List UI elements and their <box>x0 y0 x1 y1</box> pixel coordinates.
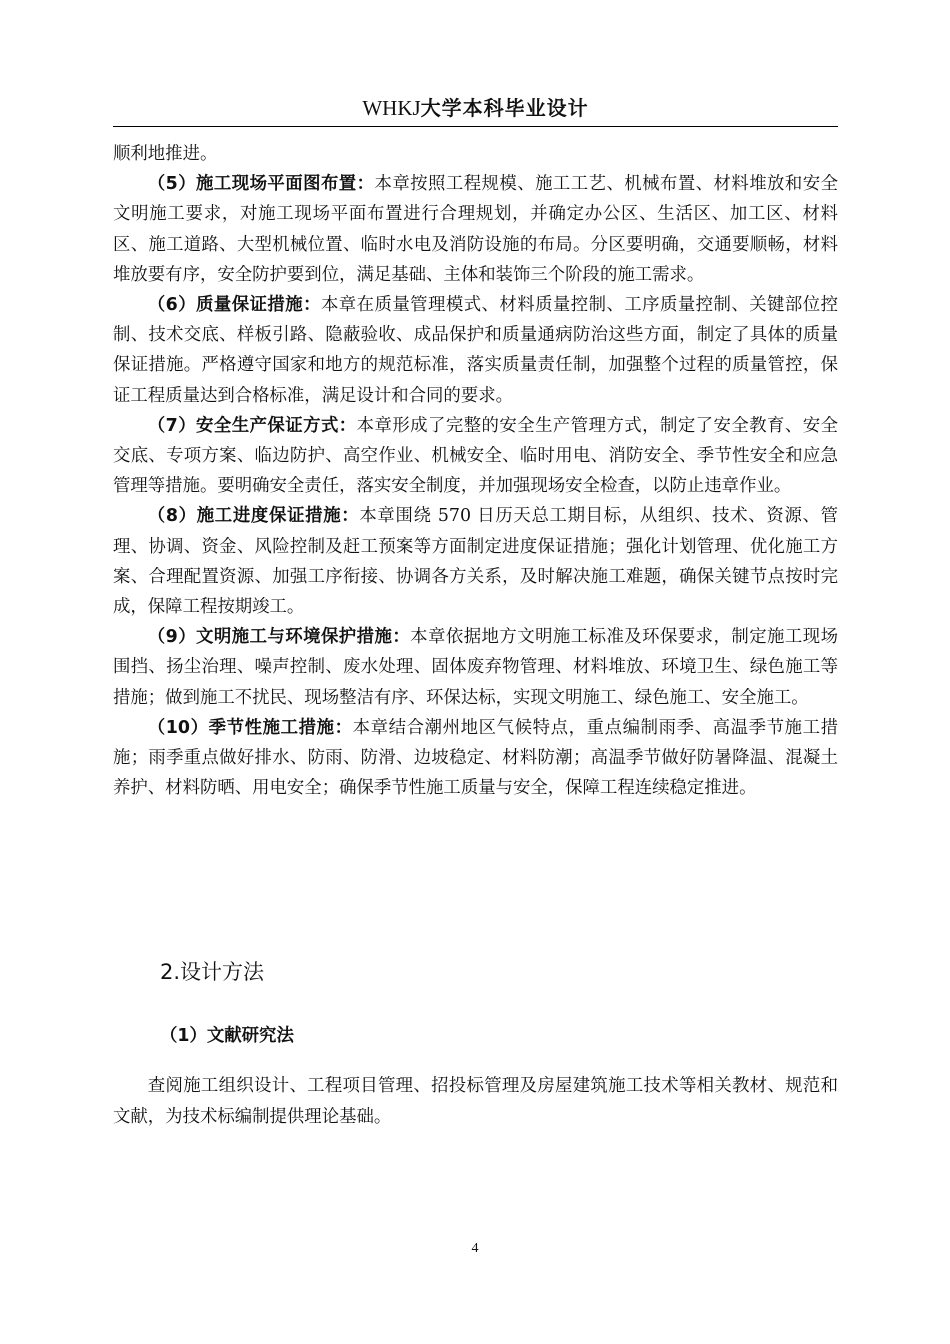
item-label: （10）季节性施工措施： <box>147 717 353 738</box>
item-text: 本章围绕 570 日历天总工期目标，从组织、技术、资源、管理、协调、资金、风险控制及赶工预案等方面制定进度保证措施；强化计划管理、优化施工方案、合理配置资源、加强工序衔接、协调各方关系，及时解决施工难题，确保关键节点按时完成，保障工程按期竣工。 <box>113 506 838 618</box>
item-label: （7）安全生产保证方式： <box>147 415 357 436</box>
item-text: 本章依据地方文明施工标准及环保要求，制定施工现场围挡、扬尘治理、噪声控制、废水处理、固体废弃物管理、材料堆放、环境卫生、绿色施工等措施；做到施工不扰民、现场整洁有序、环保达标，实现文明施工、绿色施工、安全施工。 <box>113 627 838 708</box>
item-9 <box>113 622 838 713</box>
subsection-heading: （1）文献研究法 <box>160 1026 294 1046</box>
item-text: 本章结合潮州地区气候特点，重点编制雨季、高温季节施工措施；雨季重点做好排水、防雨、防滑、边坡稳定、材料防潮；高温季节做好防暑降温、混凝土养护、材料防晒、用电安全；确保季节性施工质量与安全，保障工程连续稳定推进。 <box>113 717 838 799</box>
section-heading: 2.设计方法 <box>160 960 265 984</box>
page-number: 4 <box>471 1241 479 1256</box>
item-label: （5）施工现场平面图布置： <box>147 174 375 195</box>
item-10 <box>113 713 838 804</box>
item-label: （8）施工进度保证措施： <box>147 506 360 527</box>
item-text: 本章形成了完整的安全生产管理方式，制定了安全教育、安全交底、专项方案、临边防护、高空作业、机械安全、临时用电、消防安全、季节性安全和应急管理等措施。要明确安全责任，落实安全制度，并加强现场安全检查，以防止违章作业。 <box>113 415 838 497</box>
item-text: 本章在质量管理模式、材料质量控制、工序质量控制、关键部位控制、技术交底、样板引路、隐蔽验收、成品保护和质量通病防治这些方面，制定了具体的质量保证措施。严格遵守国家和地方的规范标准，落实质量责任制，加强整个过程的质量管控，保证工程质量达到合格标准，满足设计和合同的要求。 <box>113 295 838 406</box>
item-7 <box>113 411 838 502</box>
page-header <box>113 92 838 121</box>
continuation-line: 顺利地推进。 <box>113 144 218 164</box>
item-label: （9）文明施工与环境保护措施： <box>147 627 411 648</box>
item-5 <box>113 169 838 290</box>
item-text: 本章按照工程规模、施工工艺、机械布置、材料堆放和安全文明施工要求，对施工现场平面布置进行合理规划，并确定办公区、生活区、加工区、材料区、施工道路、大型机械位置、临时水电及消防设施的布局。分区要明确，交通要顺畅，材料堆放要有序，安全防护要到位，满足基础、主体和装饰三个阶段的施工需求。 <box>113 174 838 285</box>
header-rule <box>113 126 838 127</box>
item-label: （6）质量保证措施： <box>147 295 321 316</box>
header-title: 大学本科毕业设计 <box>420 96 589 120</box>
body-text <box>113 139 838 803</box>
item-8 <box>113 501 838 622</box>
header-latin: WHKJ <box>362 96 421 120</box>
subsection-paragraph: 查阅施工组织设计、工程项目管理、招投标管理及房屋建筑施工技术等相关教材、规范和文献，为技术标编制提供理论基础。 <box>113 1076 838 1127</box>
item-6 <box>113 290 838 411</box>
subsection-body <box>113 1071 838 1133</box>
